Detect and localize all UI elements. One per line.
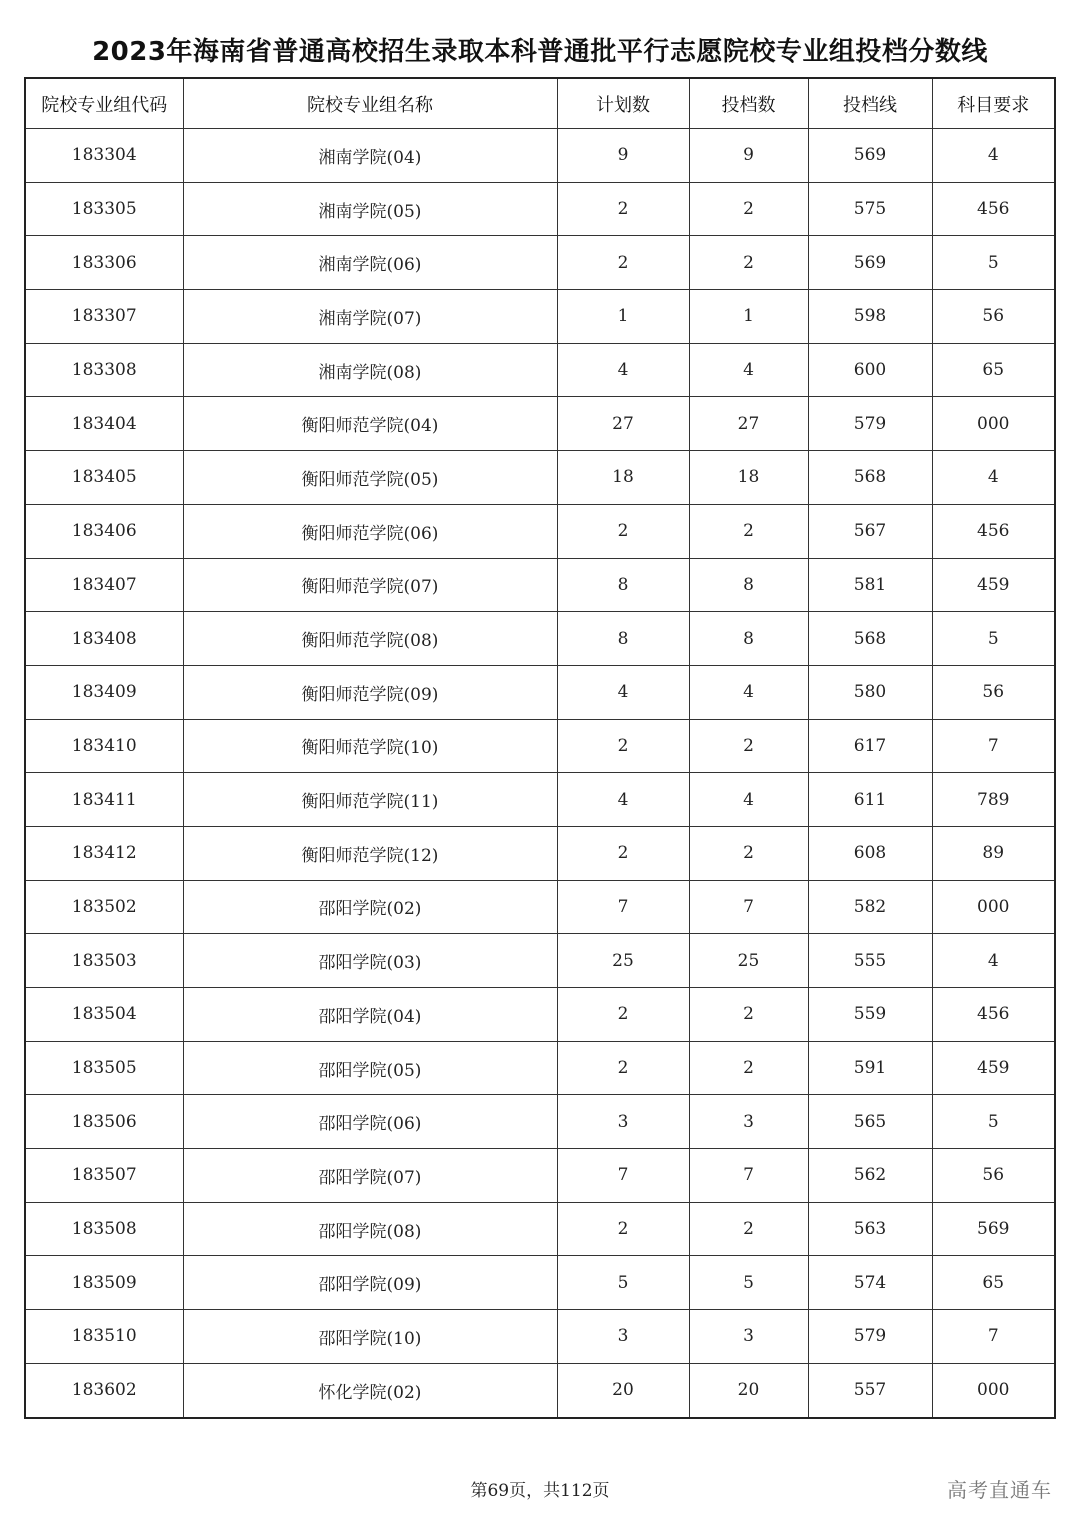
cell-score-line: 579 [808,1310,932,1364]
cell-admitted-count: 2 [689,236,808,290]
cell-admitted-count: 2 [689,988,808,1042]
header-subject-req: 科目要求 [932,78,1055,129]
cell-admitted-count: 3 [689,1095,808,1149]
cell-group-name: 湘南学院(05) [183,182,557,236]
cell-group-name: 衡阳师范学院(05) [183,451,557,505]
cell-admitted-count: 4 [689,665,808,719]
cell-score-line: 579 [808,397,932,451]
page-title: 2023年海南省普通高校招生录取本科普通批平行志愿院校专业组投档分数线 [92,37,988,67]
header-plan-count: 计划数 [557,78,689,129]
cell-subject-req: 56 [932,290,1055,344]
cell-subject-req: 456 [932,988,1055,1042]
cell-score-line: 562 [808,1149,932,1203]
cell-score-line: 568 [808,451,932,505]
cell-score-line: 582 [808,880,932,934]
table-row [25,988,1055,1042]
cell-group-name: 衡阳师范学院(09) [183,665,557,719]
cell-group-code: 183404 [25,397,183,451]
cell-group-code: 183503 [25,934,183,988]
cell-group-code: 183306 [25,236,183,290]
cell-group-code: 183505 [25,1041,183,1095]
table-row [25,1202,1055,1256]
cell-group-name: 衡阳师范学院(10) [183,719,557,773]
cell-group-name: 衡阳师范学院(12) [183,826,557,880]
table-row [25,934,1055,988]
cell-admitted-count: 2 [689,504,808,558]
admission-score-table [24,77,1056,1419]
cell-group-name: 衡阳师范学院(06) [183,504,557,558]
cell-subject-req: 000 [932,880,1055,934]
table-row [25,397,1055,451]
cell-group-name: 邵阳学院(07) [183,1149,557,1203]
cell-subject-req: 89 [932,826,1055,880]
table-row [25,558,1055,612]
cell-subject-req: 4 [932,451,1055,505]
cell-score-line: 567 [808,504,932,558]
cell-group-code: 183408 [25,612,183,666]
cell-plan-count: 4 [557,665,689,719]
cell-plan-count: 5 [557,1256,689,1310]
cell-score-line: 563 [808,1202,932,1256]
cell-group-code: 183510 [25,1310,183,1364]
table-row [25,504,1055,558]
cell-plan-count: 25 [557,934,689,988]
cell-subject-req: 459 [932,1041,1055,1095]
cell-group-code: 183405 [25,451,183,505]
cell-group-code: 183412 [25,826,183,880]
table-row [25,612,1055,666]
table-row [25,719,1055,773]
table-row [25,880,1055,934]
table-row [25,1363,1055,1417]
cell-admitted-count: 7 [689,880,808,934]
cell-subject-req: 459 [932,558,1055,612]
table-row [25,1095,1055,1149]
cell-group-code: 183410 [25,719,183,773]
table-row [25,290,1055,344]
cell-group-code: 183411 [25,773,183,827]
table-row [25,826,1055,880]
cell-score-line: 600 [808,343,932,397]
table-row [25,1310,1055,1364]
table-row [25,665,1055,719]
cell-plan-count: 4 [557,343,689,397]
cell-admitted-count: 2 [689,182,808,236]
cell-subject-req: 56 [932,665,1055,719]
cell-plan-count: 2 [557,236,689,290]
cell-subject-req: 7 [932,719,1055,773]
cell-plan-count: 7 [557,1149,689,1203]
cell-plan-count: 4 [557,773,689,827]
cell-score-line: 581 [808,558,932,612]
cell-group-name: 衡阳师范学院(07) [183,558,557,612]
cell-group-name: 邵阳学院(04) [183,988,557,1042]
table-header [25,78,1055,129]
cell-group-name: 怀化学院(02) [183,1363,557,1417]
table-row [25,773,1055,827]
cell-plan-count: 2 [557,504,689,558]
cell-group-code: 183506 [25,1095,183,1149]
cell-score-line: 611 [808,773,932,827]
cell-admitted-count: 2 [689,719,808,773]
cell-group-name: 衡阳师范学院(08) [183,612,557,666]
cell-group-name: 邵阳学院(09) [183,1256,557,1310]
cell-group-name: 邵阳学院(05) [183,1041,557,1095]
cell-admitted-count: 2 [689,1202,808,1256]
cell-plan-count: 2 [557,826,689,880]
cell-group-name: 衡阳师范学院(04) [183,397,557,451]
cell-subject-req: 000 [932,397,1055,451]
cell-admitted-count: 20 [689,1363,808,1417]
cell-score-line: 591 [808,1041,932,1095]
table-row [25,1256,1055,1310]
table-row [25,236,1055,290]
cell-subject-req: 7 [932,1310,1055,1364]
cell-admitted-count: 8 [689,612,808,666]
cell-admitted-count: 7 [689,1149,808,1203]
header-row [25,78,1055,129]
cell-plan-count: 9 [557,129,689,183]
cell-group-code: 183509 [25,1256,183,1310]
cell-subject-req: 569 [932,1202,1055,1256]
cell-group-code: 183307 [25,290,183,344]
cell-admitted-count: 27 [689,397,808,451]
cell-group-name: 衡阳师范学院(11) [183,773,557,827]
cell-group-name: 湘南学院(08) [183,343,557,397]
cell-plan-count: 8 [557,558,689,612]
header-group-name: 院校专业组名称 [183,78,557,129]
cell-score-line: 575 [808,182,932,236]
cell-plan-count: 2 [557,988,689,1042]
cell-plan-count: 7 [557,880,689,934]
header-score-line: 投档线 [808,78,932,129]
cell-subject-req: 789 [932,773,1055,827]
cell-subject-req: 4 [932,934,1055,988]
table-row [25,129,1055,183]
cell-score-line: 598 [808,290,932,344]
cell-plan-count: 2 [557,719,689,773]
header-group-code: 院校专业组代码 [25,78,183,129]
cell-plan-count: 2 [557,1202,689,1256]
cell-admitted-count: 25 [689,934,808,988]
cell-admitted-count: 5 [689,1256,808,1310]
cell-subject-req: 456 [932,182,1055,236]
cell-plan-count: 27 [557,397,689,451]
cell-subject-req: 65 [932,343,1055,397]
cell-group-name: 邵阳学院(03) [183,934,557,988]
cell-score-line: 569 [808,129,932,183]
cell-subject-req: 56 [932,1149,1055,1203]
cell-group-code: 183409 [25,665,183,719]
cell-group-name: 湘南学院(07) [183,290,557,344]
cell-subject-req: 5 [932,236,1055,290]
cell-score-line: 555 [808,934,932,988]
table-body [25,129,1055,1418]
cell-plan-count: 8 [557,612,689,666]
cell-group-code: 183502 [25,880,183,934]
page-number: 第69页，共112页 [470,1481,610,1501]
cell-group-code: 183304 [25,129,183,183]
cell-plan-count: 3 [557,1095,689,1149]
cell-plan-count: 2 [557,1041,689,1095]
cell-group-code: 183407 [25,558,183,612]
cell-admitted-count: 1 [689,290,808,344]
cell-admitted-count: 4 [689,773,808,827]
cell-admitted-count: 9 [689,129,808,183]
cell-subject-req: 5 [932,1095,1055,1149]
cell-admitted-count: 18 [689,451,808,505]
cell-score-line: 617 [808,719,932,773]
cell-admitted-count: 8 [689,558,808,612]
cell-score-line: 559 [808,988,932,1042]
cell-group-code: 183602 [25,1363,183,1417]
cell-subject-req: 000 [932,1363,1055,1417]
cell-group-code: 183308 [25,343,183,397]
cell-score-line: 565 [808,1095,932,1149]
cell-plan-count: 3 [557,1310,689,1364]
cell-plan-count: 2 [557,182,689,236]
cell-admitted-count: 2 [689,1041,808,1095]
watermark: 高考直通车 [947,1478,1052,1502]
cell-score-line: 568 [808,612,932,666]
cell-group-code: 183507 [25,1149,183,1203]
cell-plan-count: 20 [557,1363,689,1417]
cell-group-name: 湘南学院(04) [183,129,557,183]
header-admitted-count: 投档数 [689,78,808,129]
cell-score-line: 574 [808,1256,932,1310]
table-row [25,1149,1055,1203]
cell-group-code: 183406 [25,504,183,558]
cell-subject-req: 5 [932,612,1055,666]
cell-subject-req: 456 [932,504,1055,558]
cell-score-line: 580 [808,665,932,719]
table-row [25,451,1055,505]
cell-group-name: 邵阳学院(06) [183,1095,557,1149]
cell-plan-count: 18 [557,451,689,505]
cell-score-line: 569 [808,236,932,290]
cell-admitted-count: 2 [689,826,808,880]
table-row [25,1041,1055,1095]
cell-admitted-count: 3 [689,1310,808,1364]
cell-group-name: 邵阳学院(10) [183,1310,557,1364]
cell-group-name: 湘南学院(06) [183,236,557,290]
cell-plan-count: 1 [557,290,689,344]
cell-group-code: 183508 [25,1202,183,1256]
cell-group-code: 183305 [25,182,183,236]
cell-group-name: 邵阳学院(02) [183,880,557,934]
cell-subject-req: 4 [932,129,1055,183]
cell-score-line: 557 [808,1363,932,1417]
cell-group-code: 183504 [25,988,183,1042]
cell-score-line: 608 [808,826,932,880]
cell-group-name: 邵阳学院(08) [183,1202,557,1256]
table-row [25,182,1055,236]
cell-admitted-count: 4 [689,343,808,397]
table-row [25,343,1055,397]
cell-subject-req: 65 [932,1256,1055,1310]
